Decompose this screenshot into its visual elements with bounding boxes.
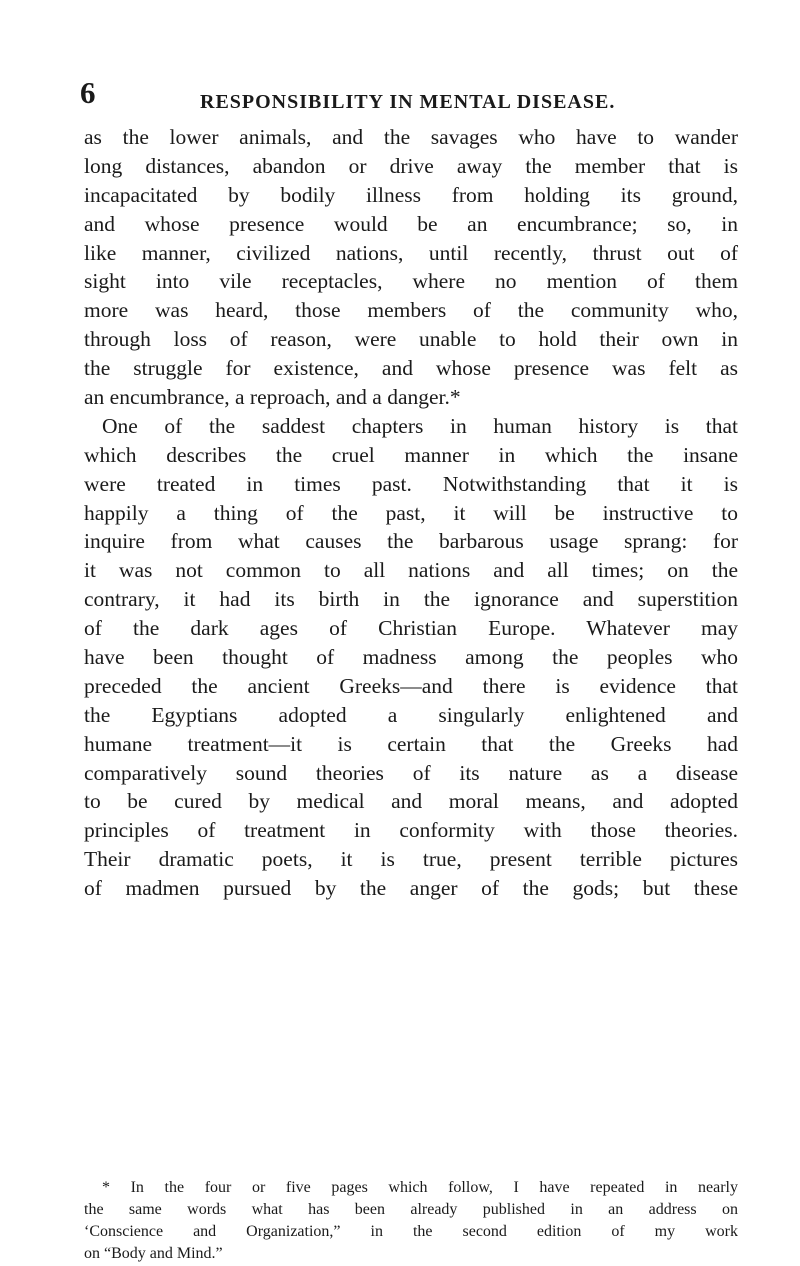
text-line: the Egyptians adopted a singularly enlightened and [84, 702, 738, 727]
footnote-line: ‘Conscience and Organization,” in the second edition of my work [84, 1223, 738, 1240]
text-line: principles of treatment in conformity with those theories. [84, 818, 738, 843]
text-line: long distances, abandon or drive away the member that is [84, 153, 738, 178]
text-line: to be cured by medical and moral means, and adopted [84, 789, 738, 814]
text-line: of the dark ages of Christian Europe. Whatever may [84, 616, 738, 641]
text-line: have been thought of madness among the peoples who [84, 645, 738, 670]
footnote [84, 1177, 738, 1265]
footnote-line: the same words what has been already published in an address on [84, 1201, 738, 1218]
text-line: incapacitated by bodily illness from holding its ground, [84, 182, 738, 207]
text-line: inquire from what causes the barbarous usage sprang: for [84, 529, 738, 554]
text-line: were treated in times past. Notwithstanding that it is [84, 471, 738, 496]
text-line: One of the saddest chapters in human history is that [102, 413, 738, 438]
text-line: humane treatment—it is certain that the Greeks had [84, 731, 738, 756]
text-line: as the lower animals, and the savages who have to wander [84, 125, 738, 149]
text-line: through loss of reason, were unable to hold their own in [84, 327, 738, 352]
text-line: like manner, civilized nations, until recently, thrust out of [84, 240, 738, 265]
text-line: an encumbrance, a reproach, and a danger.* [84, 385, 461, 410]
text-line: the struggle for existence, and whose presence was felt as [84, 356, 738, 381]
text-line: preceded the ancient Greeks—and there is evidence that [84, 673, 738, 698]
text-line: happily a thing of the past, it will be instructive to [84, 500, 738, 525]
text-line: comparatively sound theories of its nature as a disease [84, 760, 738, 785]
running-title: RESPONSIBILITY IN MENTAL DISEASE. [200, 91, 616, 113]
text-line: and whose presence would be an encumbrance; so, in [84, 211, 738, 236]
text-line: more was heard, those members of the community who, [84, 298, 738, 323]
text-line: which describes the cruel manner in which the insane [84, 442, 738, 467]
footnote-line: on “Body and Mind.” [84, 1245, 223, 1262]
text-line: Their dramatic poets, it is true, present terrible pictures [84, 847, 738, 872]
text-line: contrary, it had its birth in the ignorance and superstition [84, 587, 738, 612]
footnote-line: * In the four or five pages which follow, I have repeated in nearly [102, 1179, 738, 1196]
page-number: 6 [80, 75, 96, 110]
text-line: it was not common to all nations and all times; on the [84, 558, 738, 583]
text-line: of madmen pursued by the anger of the gods; but these [84, 876, 738, 901]
text-line: sight into vile receptacles, where no mention of them [84, 269, 738, 294]
body-text [84, 123, 738, 903]
